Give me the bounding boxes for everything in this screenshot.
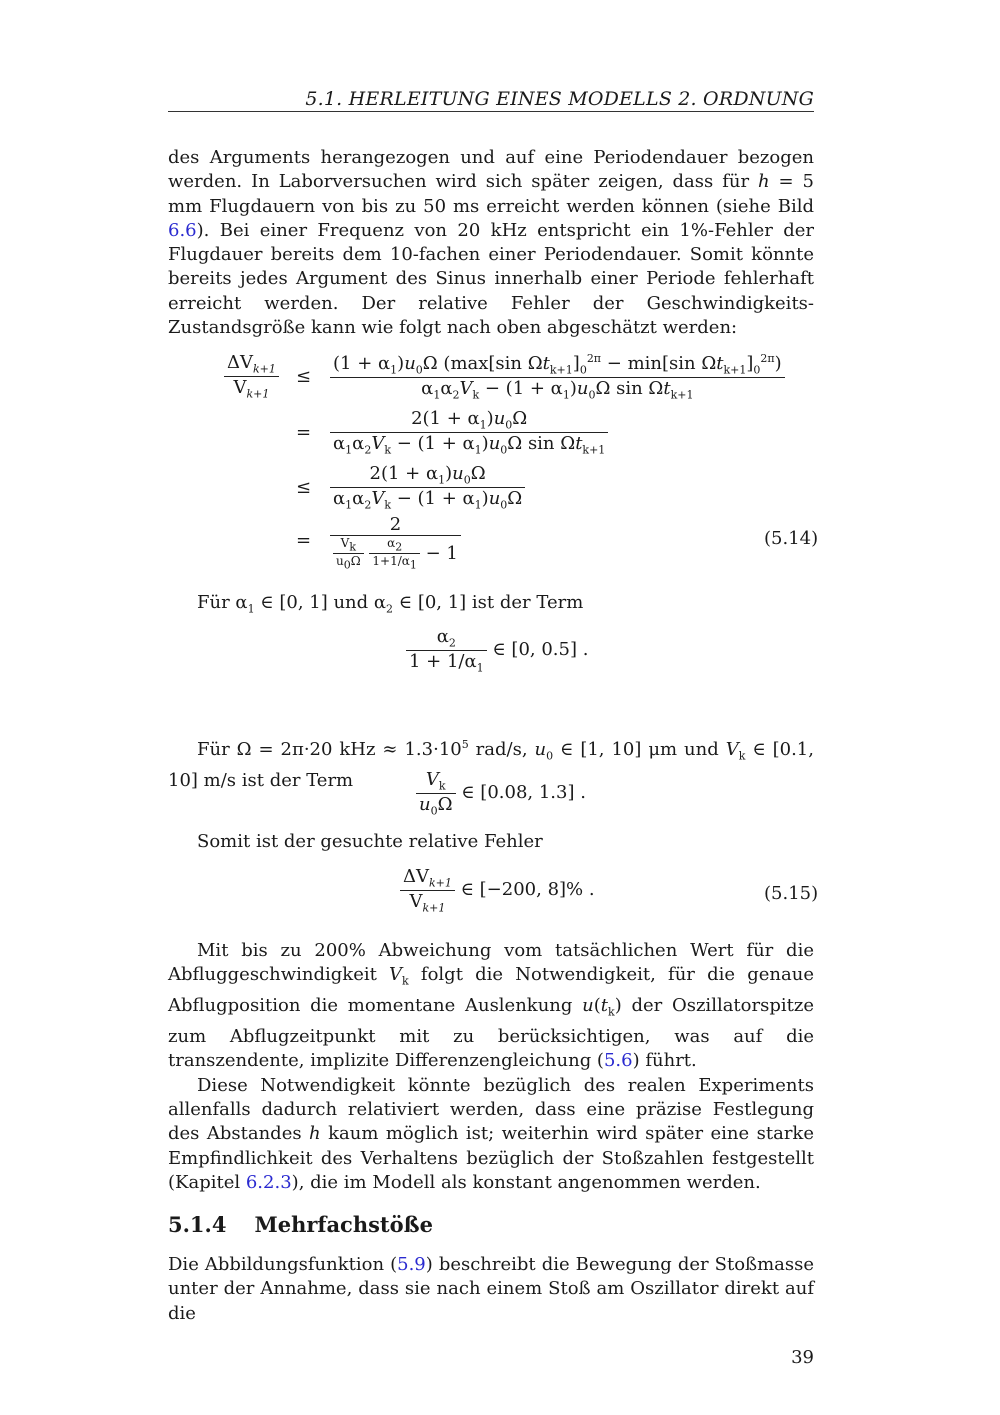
eq514-rel-4: = xyxy=(296,530,312,551)
eq514-row-4: 2 $\frac{V_k}{u_0\Omega}$ $\frac{\alpha_2}{1+1/\alpha_1}$ − 1 xyxy=(330,514,461,572)
figure-link[interactable]: 6.6 xyxy=(168,219,197,241)
eq515-number: (5.15) xyxy=(764,883,819,904)
running-header: 5.1. HERLEITUNG EINES MODELLS 2. ORDNUNG xyxy=(305,88,814,110)
paragraph-4: Somit ist der gesuchte relative Fehler xyxy=(197,831,543,852)
chapter-link[interactable]: 6.2.3 xyxy=(245,1171,292,1193)
eq514-rel-2: = xyxy=(296,422,312,443)
eq514-rel-1: ≤ xyxy=(296,366,312,387)
equation-link-5-9[interactable]: 5.9 xyxy=(397,1254,426,1275)
paragraph-3: Für Ω = 2π·20 kHz ≈ $1.3\cdot 10^5$ rad/s, $u_0$ ∈ [1, 10] μm und $V_k$ ∈ [0.1, 10] m/s ist der Term xyxy=(168,738,814,791)
eq514-number: (5.14) xyxy=(764,528,819,549)
eq514-row-3: $\frac{2(1 + \alpha_1)u_0\Omega}{\alpha_1\alpha_2V_k - (1 + \alpha_1)u_0\Omega}$ xyxy=(330,463,525,511)
term-2: $\frac{V_k}{u_0\Omega}$ ∈ [0.08, 1.3] . xyxy=(416,769,586,817)
eq515: $\frac{\Delta V_{k+1}}{V_{k+1}}$ ∈ [−200, 8]% . xyxy=(400,866,595,914)
paragraph-2: Für $\alpha_1$ ∈ [0, 1] und $\alpha_2$ ∈ [0, 1] ist der Term xyxy=(197,592,584,616)
paragraph-1: des Arguments herangezogen und auf eine Periodendauer bezogen werden. In Laborversuchen wird sich später zeigen, dass für h = 5 mm Flugdauern von bis zu 50 ms erreicht werden können (siehe Bild 6.6). Bei einer Frequenz von 20 kHz entspricht ein 1%-Fehler der Flugdauer bereits dem 10-fachen einer Periodendauer. Somit könnte bereits jedes Argument des Sinus innerhalb einer Periode fehlerhaft erreicht werden. Der relative Fehler der Geschwindigkeits-Zustandsgröße kann wie folgt nach oben abgeschätzt werden: xyxy=(168,147,814,339)
section-title: Mehrfachstöße xyxy=(254,1212,433,1237)
eq514-rel-3: ≤ xyxy=(296,477,312,498)
paragraph-7: Die Abbildungsfunktion (5.9) beschreibt die Bewegung der Stoßmasse unter der Annahme, dass sie nach einem Stoß am Oszillator direkt auf die xyxy=(168,1254,815,1324)
eq514-row-1: $\frac{(1 + \alpha_1)u_0\Omega (\max[\sin \Omega t_{k+1}]_0^{2\pi} - \min[\sin \Omega t_{k+1}]_0^{2\pi})}{\alpha_1\alpha_2V_k - (1 + \alpha_1)u_0\Omega \sin \Omega t_{k+1}}$ xyxy=(330,352,785,401)
section-number: 5.1.4 xyxy=(168,1212,227,1237)
paragraph-5: Mit bis zu 200% Abweichung vom tatsächlichen Wert für die Abfluggeschwindigkeit $V_k$ folgt die Notwendigkeit, für die genaue Abflugposition die momentane Auslenkung $u(t_k)$ der Oszillatorspitze zum Abflugzeitpunkt mit zu berücksichtigen, was auf die transzendente, implizite Differenzengleichung (5.6) führt. Diese Notwendigkeit könnte bezüglich des realen Experiments allenfalls dadurch relativiert werden, dass eine präzise Festlegung des Abstandes h kaum möglich ist; weiterhin wird später eine starke Empfindlichkeit des Verhaltens bezüglich der Stoßzahlen festgestellt (Kapitel 6.2.3), die im Modell als konstant angenommen werden. xyxy=(168,940,814,1193)
equation-link-5-6[interactable]: 5.6 xyxy=(603,1050,633,1072)
page-number: 39 xyxy=(791,1347,814,1368)
eq514-row-2: $\frac{2(1 + \alpha_1)u_0\Omega}{\alpha_1\alpha_2V_k - (1 + \alpha_1)u_0\Omega \sin \Omega t_{k+1}}$ xyxy=(330,408,608,456)
section-heading xyxy=(168,1212,433,1237)
term-1: $\frac{\alpha_2}{1 + 1/\alpha_1}$ ∈ [0, 0.5] . xyxy=(406,626,588,674)
eq514-lhs: $\frac{\Delta V_{k+1}}{V_{k+1}}$ xyxy=(224,352,279,400)
header-rule xyxy=(168,111,814,112)
